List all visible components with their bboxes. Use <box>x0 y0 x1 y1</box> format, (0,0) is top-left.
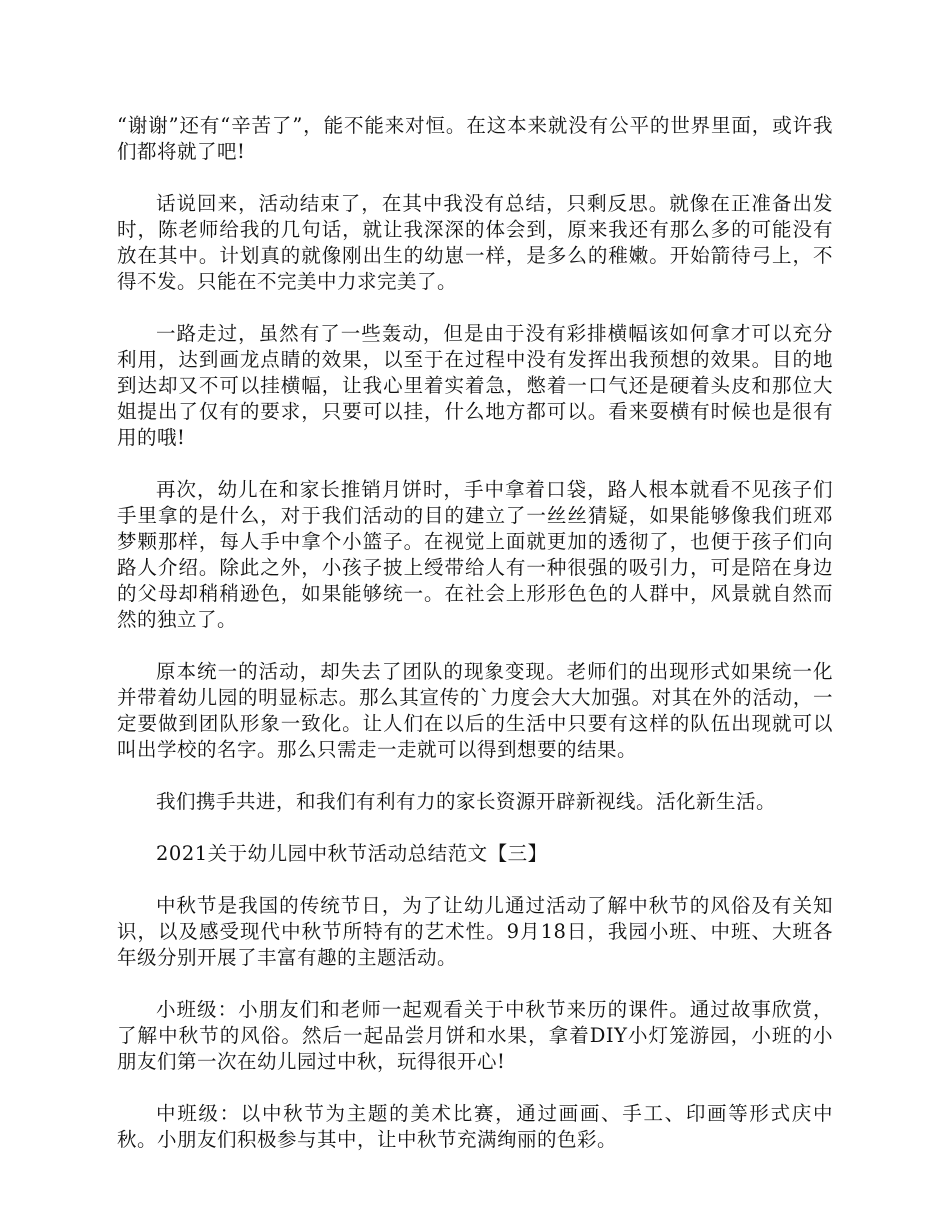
paragraph: 中班级：以中秋节为主题的美术比赛，通过画画、手工、印画等形式庆中秋。小朋友们积极参与其中，让中秋节充满绚丽的色彩。 <box>117 1102 833 1151</box>
paragraph: 一路走过，虽然有了一些轰动，但是由于没有彩排横幅该如何拿才可以充分利用，达到画龙点睛的效果，以至于在过程中没有发挥出我预想的效果。目的地到达却又不可以挂横幅，让我心里着实着急，憋着一口气还是硬着头皮和那位大姐提出了仅有的要求，只要可以挂，什么地方都可以。看来耍横有时候也是很有用的哦! <box>117 322 833 449</box>
paragraph: 中秋节是我国的传统节日，为了让幼儿通过活动了解中秋节的风俗及有关知识，以及感受现代中秋节所特有的艺术性。9月18日，我园小班、中班、大班各年级分别开展了丰富有趣的主题活动。 <box>117 894 833 969</box>
paragraph: 原本统一的活动，却失去了团队的现象变现。老师们的出现形式如果统一化并带着幼儿园的明显标志。那么其宣传的`力度会大大加强。对其在外的活动，一定要做到团队形象一致化。让人们在以后的生活中只要有这样的队伍出现就可以叫出学校的名字。那么只需走一走就可以得到想要的结果。 <box>117 660 833 761</box>
document-body <box>117 113 833 1179</box>
paragraph: 我们携手共进，和我们有利有力的家长资源开辟新视线。活化新生活。 <box>156 790 777 813</box>
paragraph: 话说回来，活动结束了，在其中我没有总结，只剩反思。就像在正准备出发时，陈老师给我的几句话，就让我深深的体会到，原来我还有那么多的可能没有放在其中。计划真的就像刚出生的幼崽一样，是多么的稚嫩。开始箭待弓上，不得不发。只能在不完美中力求完美了。 <box>117 192 833 293</box>
paragraph: “谢谢”还有“辛苦了”，能不能来对恒。在这本来就没有公平的世界里面，或许我们都将就了吧! <box>117 114 833 163</box>
paragraph: 再次，幼儿在和家长推销月饼时，手中拿着口袋，路人根本就看不见孩子们手里拿的是什么，对于我们活动的目的建立了一丝丝猜疑，如果能够像我们班邓梦颗那样，每人手中拿个小篮子。在视觉上面就更加的透彻了，也便于孩子们向路人介绍。除此之外，小孩子披上绶带给人有一种很强的吸引力，可是陪在身边的父母却稍稍逊色，如果能够统一。在社会上形形色色的人群中，风景就自然而然的独立了。 <box>117 478 833 631</box>
section-heading: 2021关于幼儿园中秋节活动总结范文【三】 <box>156 842 548 865</box>
paragraph: 小班级：小朋友们和老师一起观看关于中秋节来历的课件。通过故事欣赏，了解中秋节的风俗。然后一起品尝月饼和水果，拿着DIY小灯笼游园，小班的小朋友们第一次在幼儿园过中秋，玩得很开心! <box>117 998 833 1073</box>
